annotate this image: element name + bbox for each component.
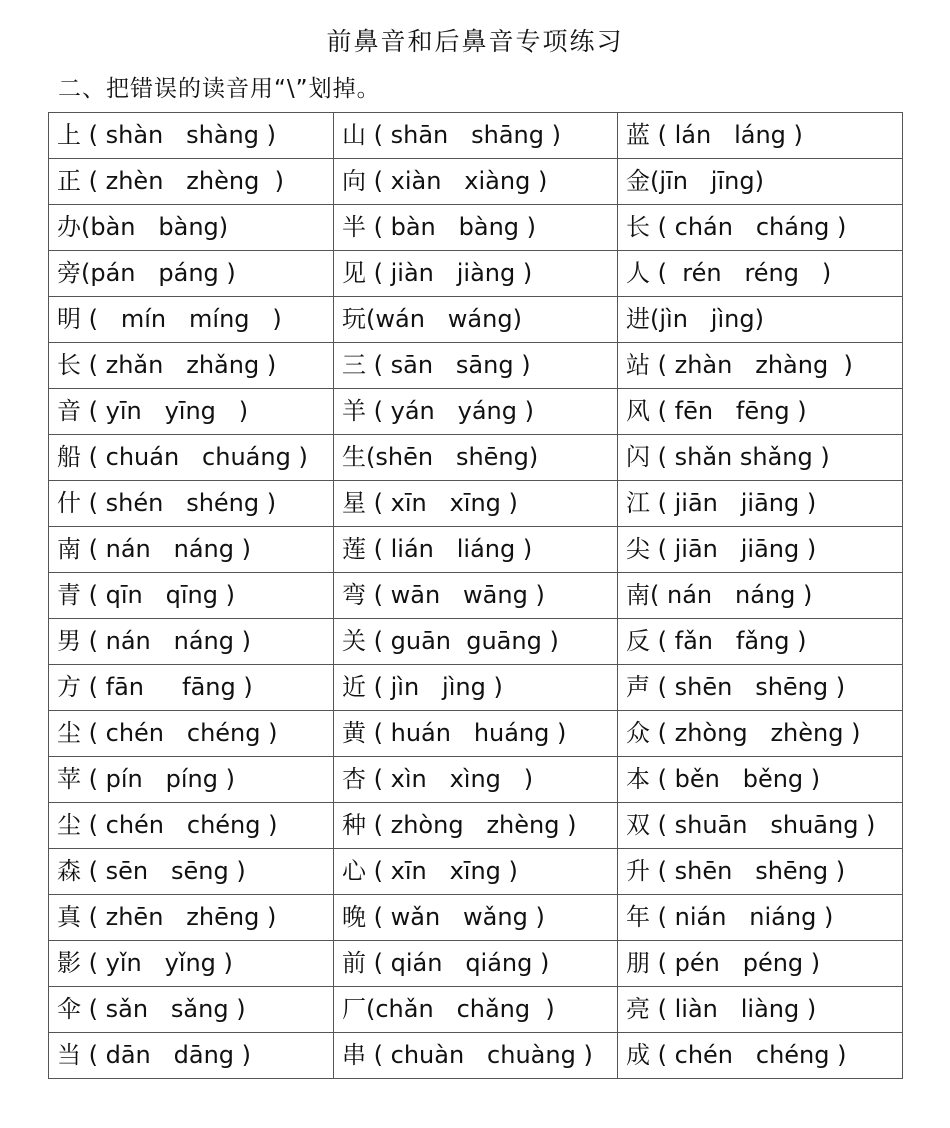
- pinyin-choice-cell[interactable]: 声 ( shēn shēng ): [618, 665, 903, 711]
- pinyin-choice-cell[interactable]: 双 ( shuān shuāng ): [618, 803, 903, 849]
- table-row: [49, 849, 903, 895]
- pinyin-choice-cell[interactable]: 什 ( shén shéng ): [49, 481, 334, 527]
- pinyin-choice-cell[interactable]: 男 ( nán náng ): [49, 619, 334, 665]
- table-row: [49, 1033, 903, 1079]
- table-row: [49, 389, 903, 435]
- table-row: [49, 435, 903, 481]
- pinyin-choice-cell[interactable]: 心 ( xīn xīng ): [334, 849, 618, 895]
- pinyin-choice-cell[interactable]: 莲 ( lián liáng ): [334, 527, 618, 573]
- pinyin-choice-cell[interactable]: 人 ( rén réng ): [618, 251, 903, 297]
- pinyin-choice-cell[interactable]: 长 ( chán cháng ): [618, 205, 903, 251]
- pinyin-choice-cell[interactable]: 蓝 ( lán láng ): [618, 113, 903, 159]
- pinyin-choice-cell[interactable]: 青 ( qīn qīng ): [49, 573, 334, 619]
- pinyin-choice-cell[interactable]: 种 ( zhòng zhèng ): [334, 803, 618, 849]
- pinyin-choice-cell[interactable]: 音 ( yīn yīng ): [49, 389, 334, 435]
- pinyin-choice-cell[interactable]: 苹 ( pín píng ): [49, 757, 334, 803]
- pinyin-choice-cell[interactable]: 正 ( zhèn zhèng ): [49, 159, 334, 205]
- pinyin-choice-cell[interactable]: 羊 ( yán yáng ): [334, 389, 618, 435]
- pinyin-choice-cell[interactable]: 南( nán náng ): [618, 573, 903, 619]
- table-row: [49, 941, 903, 987]
- pinyin-choice-cell[interactable]: 尖 ( jiān jiāng ): [618, 527, 903, 573]
- pinyin-choice-cell[interactable]: 成 ( chén chéng ): [618, 1033, 903, 1079]
- table-row: [49, 113, 903, 159]
- pinyin-choice-cell[interactable]: 尘 ( chén chéng ): [49, 803, 334, 849]
- pinyin-choice-cell[interactable]: 进(jìn jìng): [618, 297, 903, 343]
- pinyin-choice-cell[interactable]: 站 ( zhàn zhàng ): [618, 343, 903, 389]
- pinyin-choice-cell[interactable]: 朋 ( pén péng ): [618, 941, 903, 987]
- pinyin-choice-cell[interactable]: 厂(chǎn chǎng ): [334, 987, 618, 1033]
- pinyin-choice-cell[interactable]: 弯 ( wān wāng ): [334, 573, 618, 619]
- pinyin-choice-cell[interactable]: 三 ( sān sāng ): [334, 343, 618, 389]
- pinyin-choice-cell[interactable]: 伞 ( sǎn sǎng ): [49, 987, 334, 1033]
- table-row: [49, 251, 903, 297]
- pinyin-choice-cell[interactable]: 当 ( dān dāng ): [49, 1033, 334, 1079]
- pinyin-choice-cell[interactable]: 金(jīn jīng): [618, 159, 903, 205]
- pinyin-choice-cell[interactable]: 星 ( xīn xīng ): [334, 481, 618, 527]
- table-row: [49, 205, 903, 251]
- pinyin-choice-cell[interactable]: 年 ( nián niáng ): [618, 895, 903, 941]
- pinyin-choice-cell[interactable]: 见 ( jiàn jiàng ): [334, 251, 618, 297]
- pinyin-choice-cell[interactable]: 办(bàn bàng): [49, 205, 334, 251]
- pinyin-choice-cell[interactable]: 反 ( fǎn fǎng ): [618, 619, 903, 665]
- table-row: [49, 297, 903, 343]
- pinyin-choice-cell[interactable]: 影 ( yǐn yǐng ): [49, 941, 334, 987]
- pinyin-choice-cell[interactable]: 风 ( fēn fēng ): [618, 389, 903, 435]
- pinyin-choice-cell[interactable]: 闪 ( shǎn shǎng ): [618, 435, 903, 481]
- pinyin-choice-cell[interactable]: 船 ( chuán chuáng ): [49, 435, 334, 481]
- pinyin-choice-cell[interactable]: 关 ( guān guāng ): [334, 619, 618, 665]
- table-row: [49, 757, 903, 803]
- table-row: [49, 803, 903, 849]
- table-row: [49, 987, 903, 1033]
- pinyin-choice-cell[interactable]: 真 ( zhēn zhēng ): [49, 895, 334, 941]
- pinyin-choice-cell[interactable]: 长 ( zhǎn zhǎng ): [49, 343, 334, 389]
- pinyin-choice-cell[interactable]: 旁(pán páng ): [49, 251, 334, 297]
- exercise-instruction: 二、把错误的读音用“\”划掉。: [58, 76, 381, 102]
- table-row: [49, 665, 903, 711]
- pinyin-choice-cell[interactable]: 玩(wán wáng): [334, 297, 618, 343]
- pinyin-choice-cell[interactable]: 江 ( jiān jiāng ): [618, 481, 903, 527]
- pinyin-choice-cell[interactable]: 森 ( sēn sēng ): [49, 849, 334, 895]
- table-row: [49, 895, 903, 941]
- pinyin-choice-cell[interactable]: 向 ( xiàn xiàng ): [334, 159, 618, 205]
- table-row: [49, 481, 903, 527]
- pinyin-choice-cell[interactable]: 黄 ( huán huáng ): [334, 711, 618, 757]
- pinyin-choice-cell[interactable]: 升 ( shēn shēng ): [618, 849, 903, 895]
- pinyin-choice-cell[interactable]: 山 ( shān shāng ): [334, 113, 618, 159]
- table-row: [49, 619, 903, 665]
- pinyin-choice-cell[interactable]: 众 ( zhòng zhèng ): [618, 711, 903, 757]
- pinyin-choice-cell[interactable]: 杏 ( xìn xìng ): [334, 757, 618, 803]
- table-row: [49, 159, 903, 205]
- page-title: 前鼻音和后鼻音专项练习: [326, 27, 624, 56]
- pinyin-choice-cell[interactable]: 晚 ( wǎn wǎng ): [334, 895, 618, 941]
- pinyin-choice-cell[interactable]: 尘 ( chén chéng ): [49, 711, 334, 757]
- table-row: [49, 573, 903, 619]
- pinyin-choice-cell[interactable]: 半 ( bàn bàng ): [334, 205, 618, 251]
- table-row: [49, 527, 903, 573]
- pinyin-choice-cell[interactable]: 近 ( jìn jìng ): [334, 665, 618, 711]
- table-body: [49, 113, 903, 1079]
- table-row: [49, 711, 903, 757]
- pinyin-choice-cell[interactable]: 串 ( chuàn chuàng ): [334, 1033, 618, 1079]
- pinyin-choice-cell[interactable]: 上 ( shàn shàng ): [49, 113, 334, 159]
- pinyin-choice-cell[interactable]: 亮 ( liàn liàng ): [618, 987, 903, 1033]
- pinyin-choice-cell[interactable]: 生(shēn shēng): [334, 435, 618, 481]
- pinyin-choice-cell[interactable]: 前 ( qián qiáng ): [334, 941, 618, 987]
- pinyin-choice-cell[interactable]: 本 ( běn běng ): [618, 757, 903, 803]
- pinyin-exercise-table: [48, 112, 903, 1079]
- pinyin-choice-cell[interactable]: 方 ( fān fāng ): [49, 665, 334, 711]
- pinyin-choice-cell[interactable]: 明 ( mín míng ): [49, 297, 334, 343]
- pinyin-choice-cell[interactable]: 南 ( nán náng ): [49, 527, 334, 573]
- table-row: [49, 343, 903, 389]
